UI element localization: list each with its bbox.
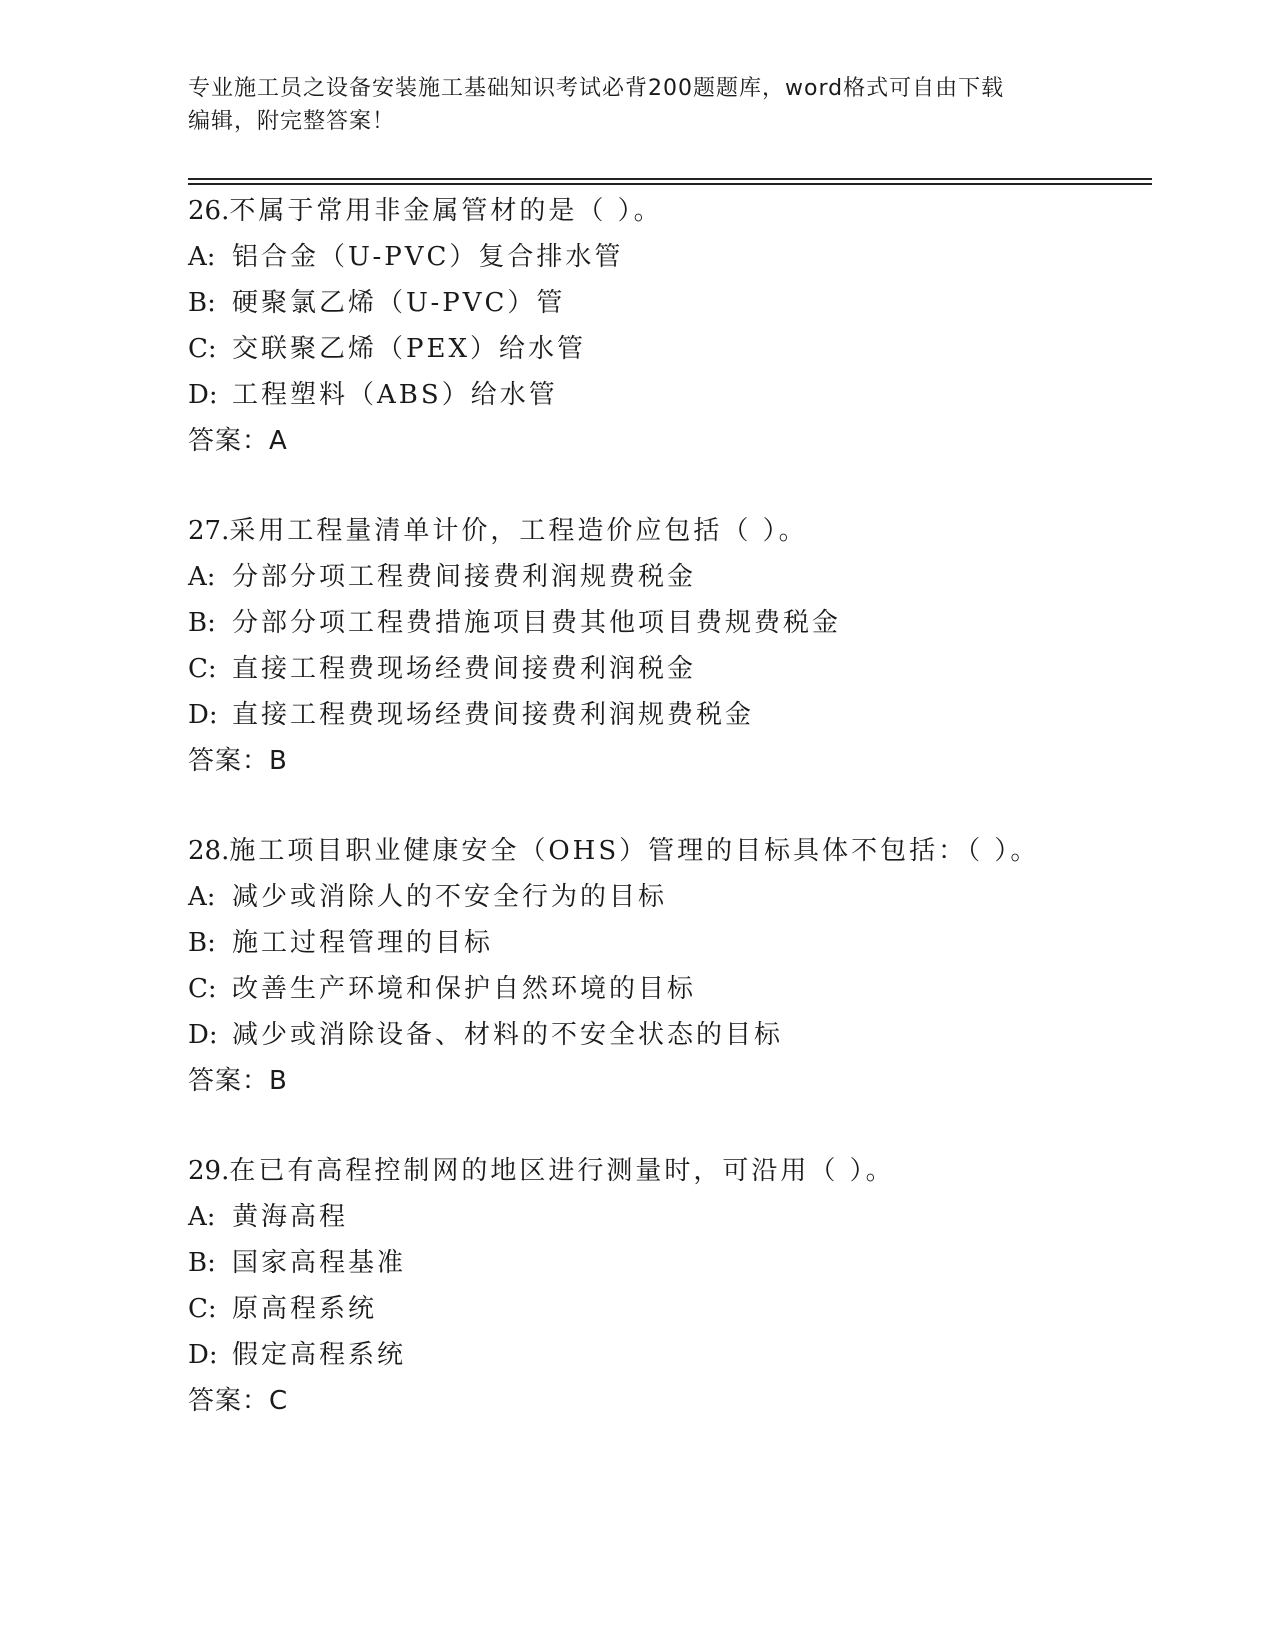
- option-key: C:: [188, 974, 217, 1004]
- option-b: [188, 1240, 1152, 1286]
- option-text: 原高程系统: [232, 1294, 378, 1324]
- option-text: 铝合金（U-PVC）复合排水管: [232, 242, 624, 272]
- option-key: D:: [188, 1020, 218, 1050]
- option-c: [188, 1286, 1152, 1332]
- option-text: 减少或消除设备、材料的不安全状态的目标: [232, 1020, 784, 1050]
- question-number: 29.: [188, 1156, 230, 1186]
- option-b: [188, 600, 1152, 646]
- header-divider-top: [188, 178, 1152, 180]
- option-text: 分部分项工程费间接费利润规费税金: [232, 562, 697, 592]
- option-text: 直接工程费现场经费间接费利润税金: [232, 654, 697, 684]
- option-text: 工程塑料（ABS）给水管: [232, 380, 558, 410]
- option-b: [188, 280, 1152, 326]
- option-key: D:: [188, 380, 218, 410]
- header-divider-bottom: [188, 183, 1152, 185]
- question-number: 26.: [188, 196, 230, 226]
- option-a: [188, 234, 1152, 280]
- answer-line: 答案：A: [188, 426, 288, 456]
- option-d: [188, 692, 1152, 738]
- option-a: [188, 554, 1152, 600]
- option-key: B:: [188, 288, 216, 318]
- option-text: 分部分项工程费措施项目费其他项目费规费税金: [232, 608, 842, 638]
- option-key: A:: [188, 1202, 216, 1232]
- option-key: B:: [188, 1248, 216, 1278]
- option-text: 国家高程基准: [232, 1248, 407, 1278]
- option-d: [188, 1332, 1152, 1378]
- question-text: 采用工程量清单计价，工程造价应包括（ ）。: [229, 516, 808, 546]
- option-text: 直接工程费现场经费间接费利润规费税金: [232, 700, 755, 730]
- question-text: 不属于常用非金属管材的是（ ）。: [229, 196, 663, 226]
- option-text: 硬聚氯乙烯（U-PVC）管: [232, 288, 566, 318]
- option-text: 假定高程系统: [232, 1340, 407, 1370]
- option-key: D:: [188, 1340, 218, 1370]
- option-text: 黄海高程: [232, 1202, 349, 1232]
- answer-line: 答案：C: [188, 1386, 289, 1416]
- option-key: A:: [188, 562, 216, 592]
- option-d: [188, 372, 1152, 418]
- question-number: 28.: [188, 836, 230, 866]
- option-key: A:: [188, 882, 216, 912]
- option-c: [188, 966, 1152, 1012]
- answer-line: 答案：B: [188, 1066, 288, 1096]
- header-title-line-2: 编辑，附完整答案！: [188, 109, 396, 134]
- question-text: 施工项目职业健康安全（OHS）管理的目标具体不包括：（ ）。: [229, 836, 1040, 866]
- option-c: [188, 646, 1152, 692]
- question-27: [188, 508, 1152, 784]
- option-key: C:: [188, 654, 217, 684]
- option-key: B:: [188, 608, 216, 638]
- question-stem: [188, 828, 1152, 874]
- question-28: [188, 828, 1152, 1104]
- option-a: [188, 874, 1152, 920]
- question-26: [188, 188, 1152, 464]
- option-d: [188, 1012, 1152, 1058]
- question-list: [188, 188, 1152, 1468]
- option-key: B:: [188, 928, 216, 958]
- question-stem: [188, 1148, 1152, 1194]
- option-text: 交联聚乙烯（PEX）给水管: [232, 334, 586, 364]
- header-title-line-1: 专业施工员之设备安装施工基础知识考试必背200题题库，word格式可自由下载: [188, 76, 1005, 101]
- option-key: C:: [188, 1294, 217, 1324]
- question-text: 在已有高程控制网的地区进行测量时，可沿用（ ）。: [229, 1156, 895, 1186]
- option-text: 改善生产环境和保护自然环境的目标: [232, 974, 697, 1004]
- option-key: A:: [188, 242, 216, 272]
- option-b: [188, 920, 1152, 966]
- option-key: D:: [188, 700, 218, 730]
- question-stem: [188, 188, 1152, 234]
- option-c: [188, 326, 1152, 372]
- question-number: 27.: [188, 516, 230, 546]
- question-29: [188, 1148, 1152, 1424]
- document-header: [188, 72, 1088, 138]
- option-text: 减少或消除人的不安全行为的目标: [232, 882, 668, 912]
- option-a: [188, 1194, 1152, 1240]
- option-text: 施工过程管理的目标: [232, 928, 494, 958]
- question-stem: [188, 508, 1152, 554]
- answer-line: 答案：B: [188, 746, 288, 776]
- option-key: C:: [188, 334, 217, 364]
